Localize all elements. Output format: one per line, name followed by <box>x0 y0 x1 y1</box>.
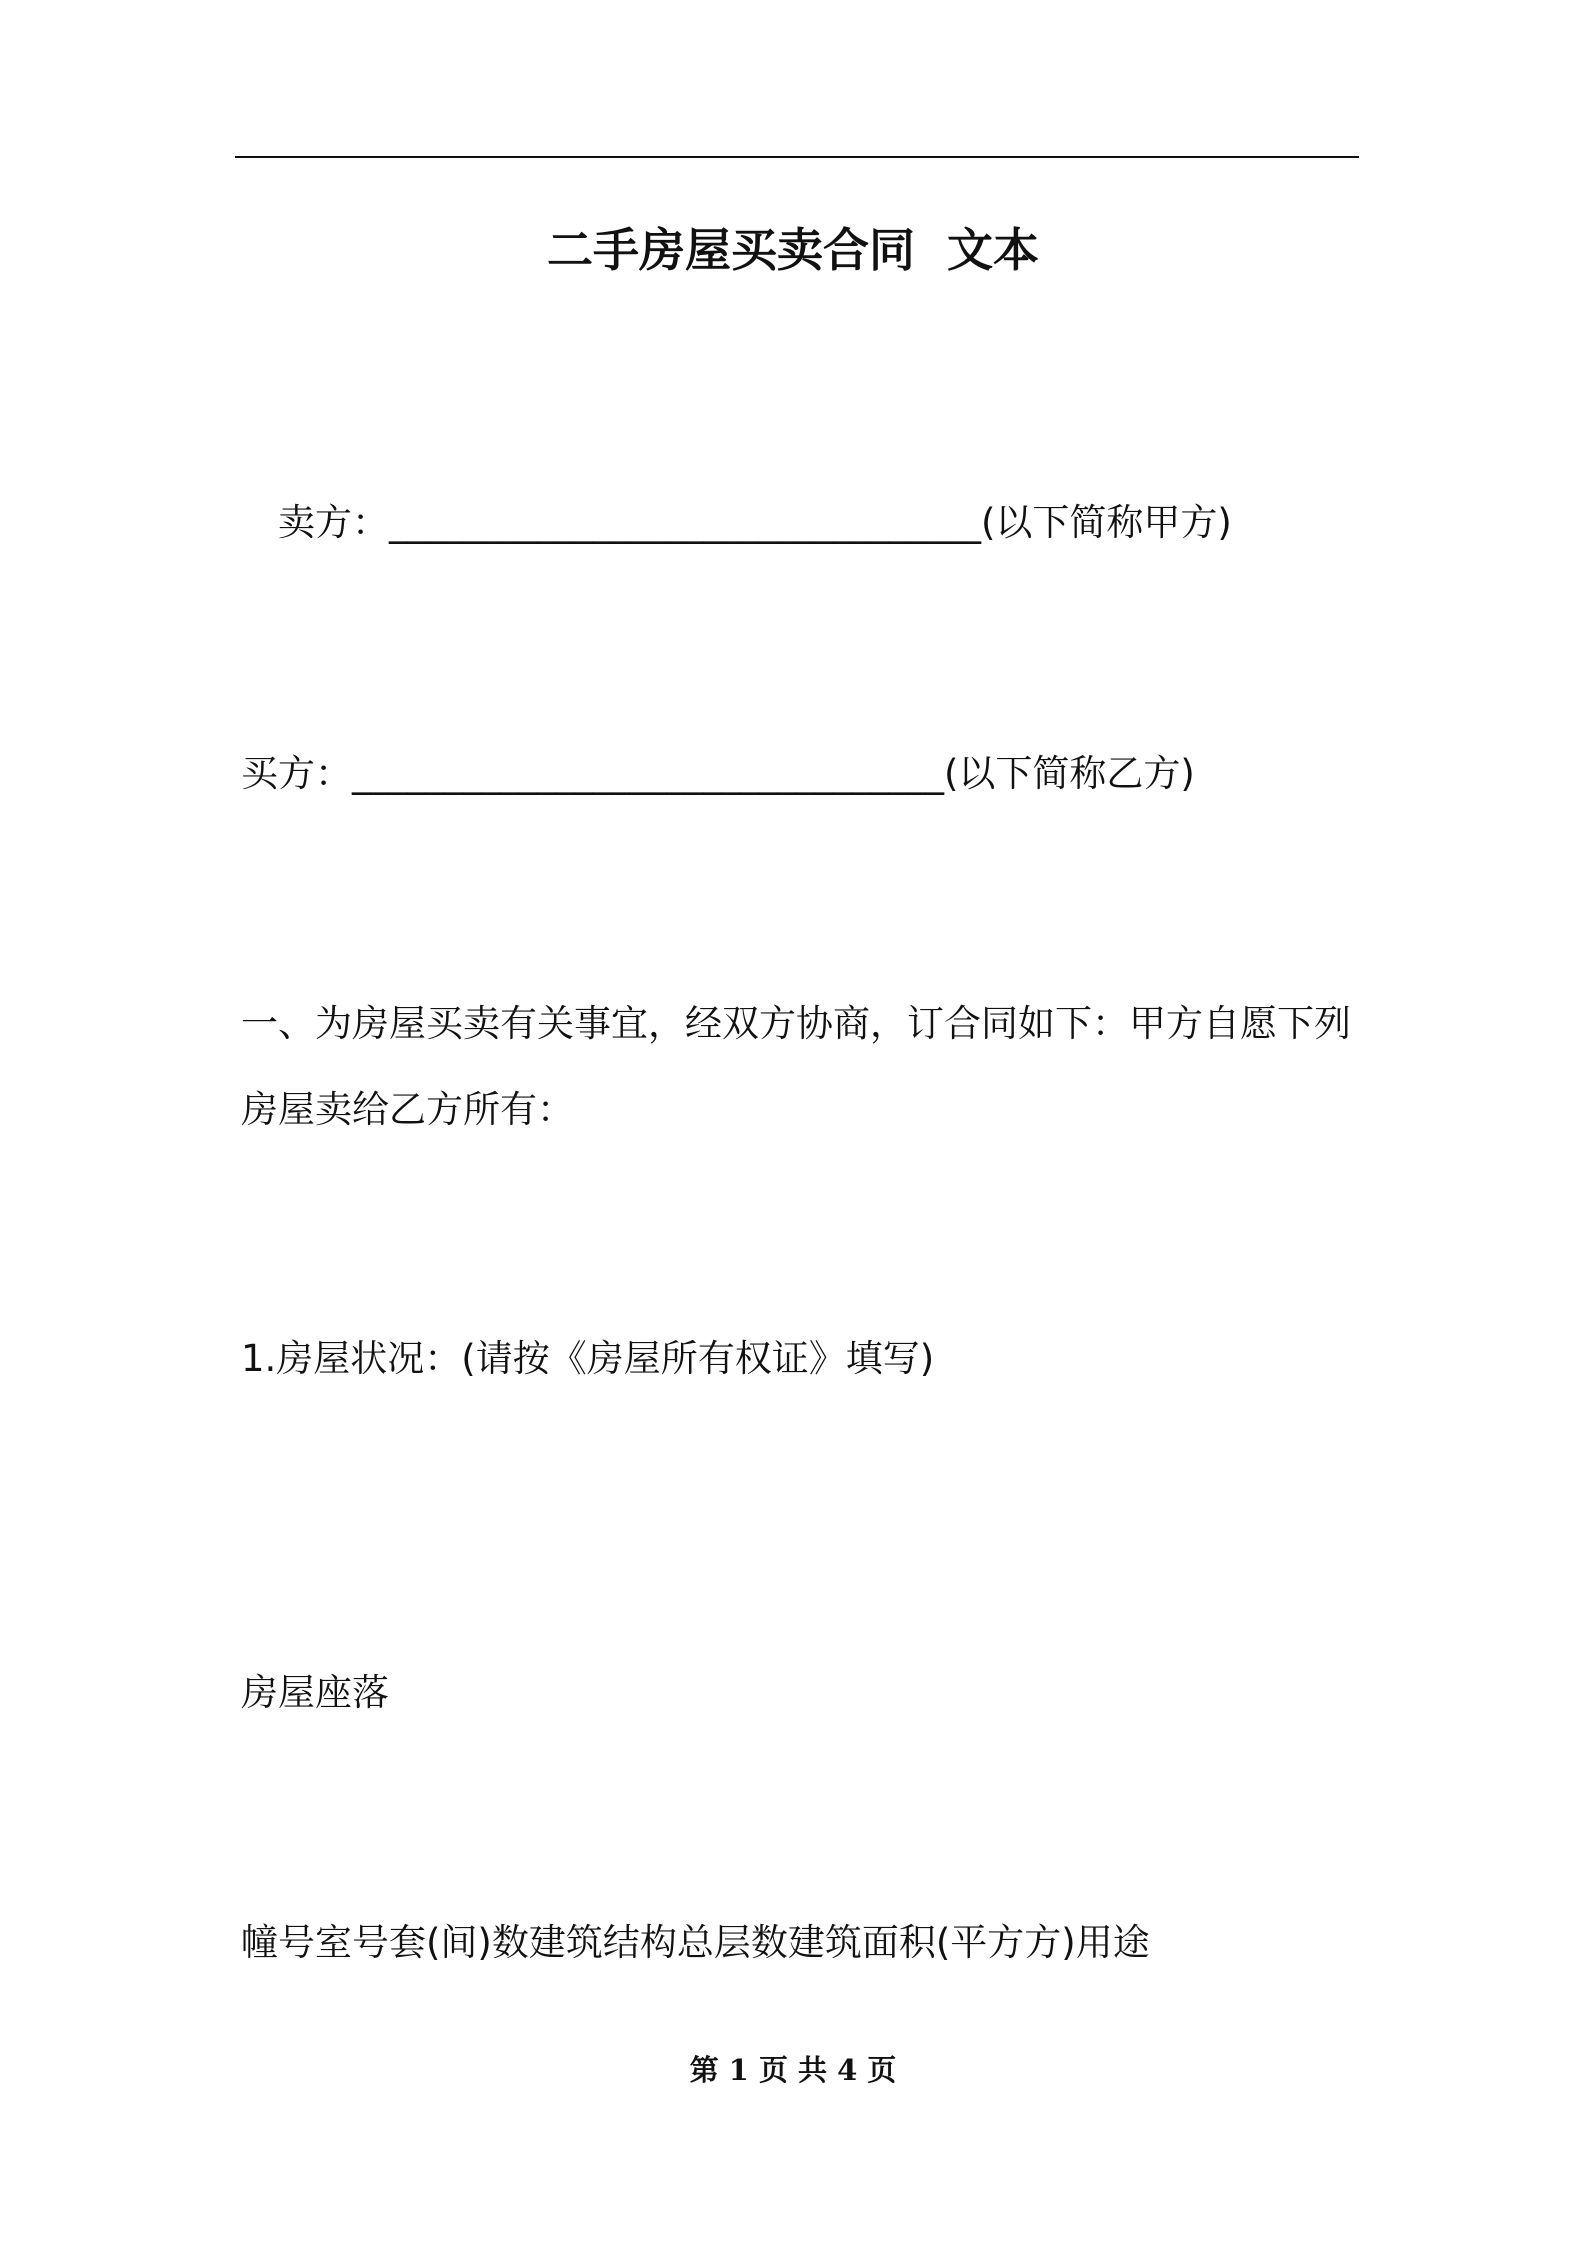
location-label: 房屋座落 <box>241 1671 389 1714</box>
item-one-line: 1.房屋状况：(请按《房屋所有权证》填写) <box>241 1337 935 1380</box>
header-rule <box>235 156 1359 158</box>
document-title: 二手房屋买卖合同 文本 <box>546 223 1040 277</box>
seller-line: 卖方：________________________________(以下简称甲方) <box>278 501 1232 544</box>
page-indicator: 第 1 页 共 4 页 <box>689 2053 897 2087</box>
clause-one-line-2: 房屋卖给乙方所有： <box>241 1088 574 1131</box>
table-header-line: 幢号室号套(间)数建筑结构总层数建筑面积(平方方)用途 <box>241 1921 1150 1964</box>
buyer-line: 买方：________________________________(以下简称乙方) <box>241 752 1195 795</box>
clause-one-line-1: 一、为房屋买卖有关事宜，经双方协商，订合同如下：甲方自愿下列 <box>241 1002 1351 1045</box>
